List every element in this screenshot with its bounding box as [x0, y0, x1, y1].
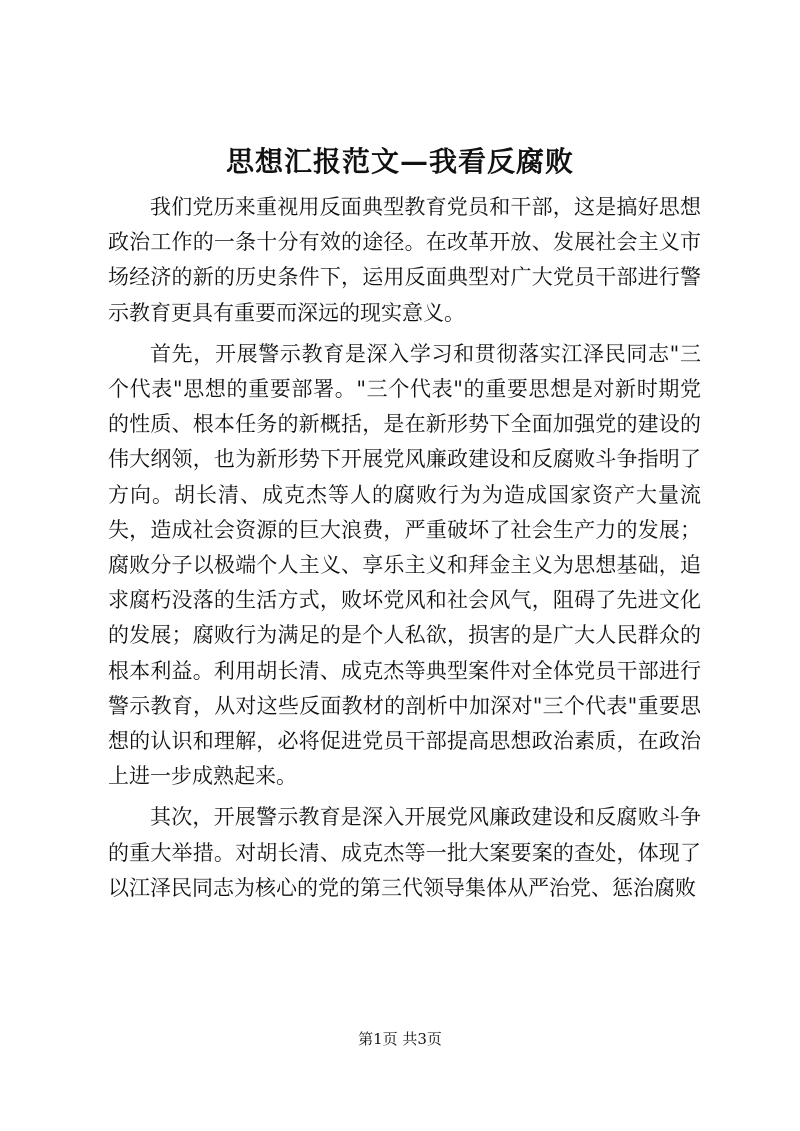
paragraph-1: 我们党历来重视用反面典型教育党员和干部，这是搞好思想政治工作的一条十分有效的途径。在改革开放、发展社会主义市场经济的新的历史条件下，运用反面典型对广大党员干部进行警示教育更具有重要而深远的现实意义。 [108, 195, 701, 325]
page-number-label: 第1页 共3页 [358, 1030, 442, 1048]
paragraph-3: 其次，开展警示教育是深入开展党风廉政建设和反腐败斗争的重大举措。对胡长清、成克杰等一批大案要案的查处，体现了以江泽民同志为核心的党的第三代领导集体从严治党、惩治腐败 [108, 805, 701, 900]
document-title: 思想汇报范文—我看反腐败 [225, 145, 574, 178]
paragraph-2: 首先，开展警示教育是深入学习和贯彻落实江泽民同志"三个代表"思想的重要部署。"三个代表"的重要思想是对新时期党的性质、根本任务的新概括，是在新形势下全面加强党的建设的伟大纲领，也为新形势下开展党风廉政建设和反腐败斗争指明了方向。胡长清、成克杰等人的腐败行为为造成国家资产大量流失，造成社会资源的巨大浪费，严重破坏了社会生产力的发展；腐败分子以极端个人主义、享乐主义和拜金主义为思想基础，追求腐朽没落的生活方式，败坏党风和社会风气，阻碍了先进文化的发展；腐败行为满足的是个人私欲，损害的是广大人民群众的根本利益。利用胡长清、成克杰等典型案件对全体党员干部进行警示教育，从对这些反面教材的剖析中加深对"三个代表"重要思想的认识和理解，必将促进党员干部提高思想政治素质，在政治上进一步成熟起来。 [108, 341, 701, 789]
page-footer [0, 1028, 800, 1050]
document-body [108, 190, 701, 912]
